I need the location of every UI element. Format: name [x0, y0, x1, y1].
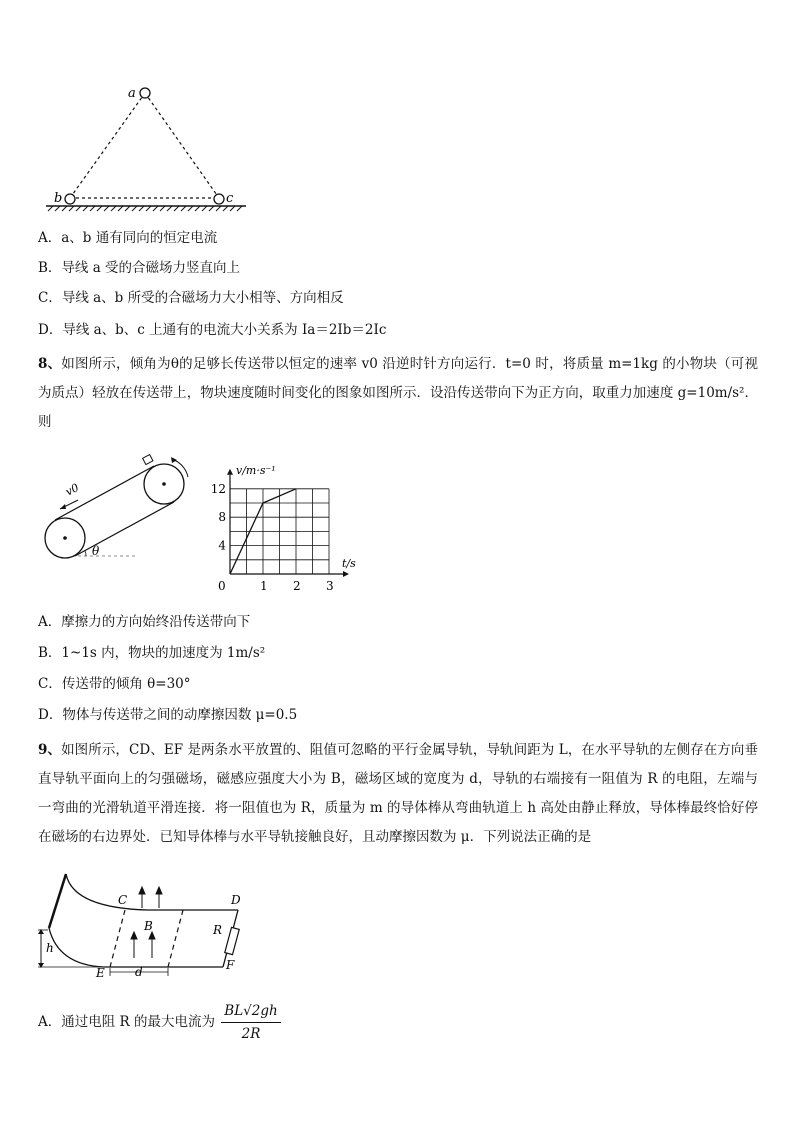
velocity-time-chart — [208, 458, 368, 598]
label-c: c — [226, 191, 234, 206]
q8-option-b: B．1~1s 内，物块的加速度为 1m/s² — [38, 645, 266, 661]
label-c-point: C — [118, 893, 128, 907]
q9-stem: 9、如图所示，CD、EF 是两条水平放置的、阻值可忽略的平行金属导轨，导轨间距为 L，在水平导轨的左侧存在方向垂直导轨平面向上的匀强磁场，磁感应强度大小为 B，磁场区域的宽度为 d，导轨的右端接有一阻值为 R 的电阻，左端与一弯曲的光滑轨道平滑连接．将一阻值也为 R，质量为 m 的导体棒从弯曲轨道上 h 高处由静止释放，导体棒最终恰好停在磁场的右边界处．已知导体棒与水平导轨接触良好，且动摩擦因数为 μ．下列说法正确的是 — [38, 742, 758, 845]
label-r-resistor: R — [213, 923, 223, 937]
wire-c — [214, 194, 224, 204]
max-current-fraction: $\frac{BL√2gh}{2R}$ — [221, 1000, 280, 1045]
resistor-r — [225, 927, 239, 954]
label-b-field: B — [144, 919, 153, 933]
q8-option-a: A．摩擦力的方向始终沿传送带向下 — [38, 614, 251, 630]
label-e-point: E — [96, 966, 105, 980]
theta-label: θ — [92, 544, 100, 558]
q7-option-a: A．a、b 通有同向的恒定电流 — [38, 230, 218, 246]
x-tick-label: 1 — [260, 579, 268, 593]
label-a: a — [128, 86, 136, 101]
conveyor-belt-figure — [38, 452, 208, 567]
label-b: b — [54, 191, 63, 206]
label-d-width: d — [135, 965, 143, 979]
y-tick-label: 8 — [218, 510, 226, 525]
rails-field-figure — [38, 868, 253, 983]
chart-ylabel: v/m·s⁻¹ — [236, 464, 276, 477]
q7-option-b: B．导线 a 受的合磁场力竖直向上 — [38, 260, 241, 276]
q7-option-d: D．导线 a、b、c 上通有的电流大小关系为 Ia＝2Ib＝2Ic — [38, 322, 387, 338]
v0-label: v0 — [63, 480, 82, 499]
x-tick-label: 0 — [218, 579, 226, 593]
q8-option-d: D．物体与传送带之间的动摩擦因数 μ=0.5 — [38, 707, 298, 723]
x-tick-label: 2 — [293, 579, 301, 593]
q8-stem: 8、如图所示，倾角为θ的足够长传送带以恒定的速率 v0 沿逆时针方向运行．t=0 时，将质量 m=1kg 的小物块（可视为质点）轻放在传送带上，物块速度随时间变化的图象如图所示．设沿传送带向下为正方向，取重力加速度 g=10m/s²．则 — [38, 356, 758, 430]
wire-b — [65, 194, 75, 204]
wire-a — [140, 88, 150, 98]
small-block — [143, 455, 153, 465]
q9-option-a: A．通过电阻 R 的最大电流为 $\frac{BL√2gh}{2R}$ — [38, 1000, 281, 1045]
q8-option-c: C．传送带的倾角 θ=30° — [38, 676, 191, 692]
label-d-point: D — [231, 893, 241, 907]
q7-option-c: C．导线 a、b 所受的合磁场力大小相等、方向相反 — [38, 290, 344, 306]
label-h-height: h — [46, 941, 54, 955]
y-tick-label: 4 — [218, 538, 226, 553]
y-axis-arrow — [227, 469, 233, 475]
label-f-point: F — [226, 958, 235, 972]
x-axis-arrow — [343, 571, 349, 577]
chart-xlabel: t/s — [342, 557, 356, 570]
y-tick-label: 12 — [210, 481, 226, 496]
x-tick-label: 3 — [326, 579, 334, 593]
triangle-wires-figure — [38, 80, 258, 220]
